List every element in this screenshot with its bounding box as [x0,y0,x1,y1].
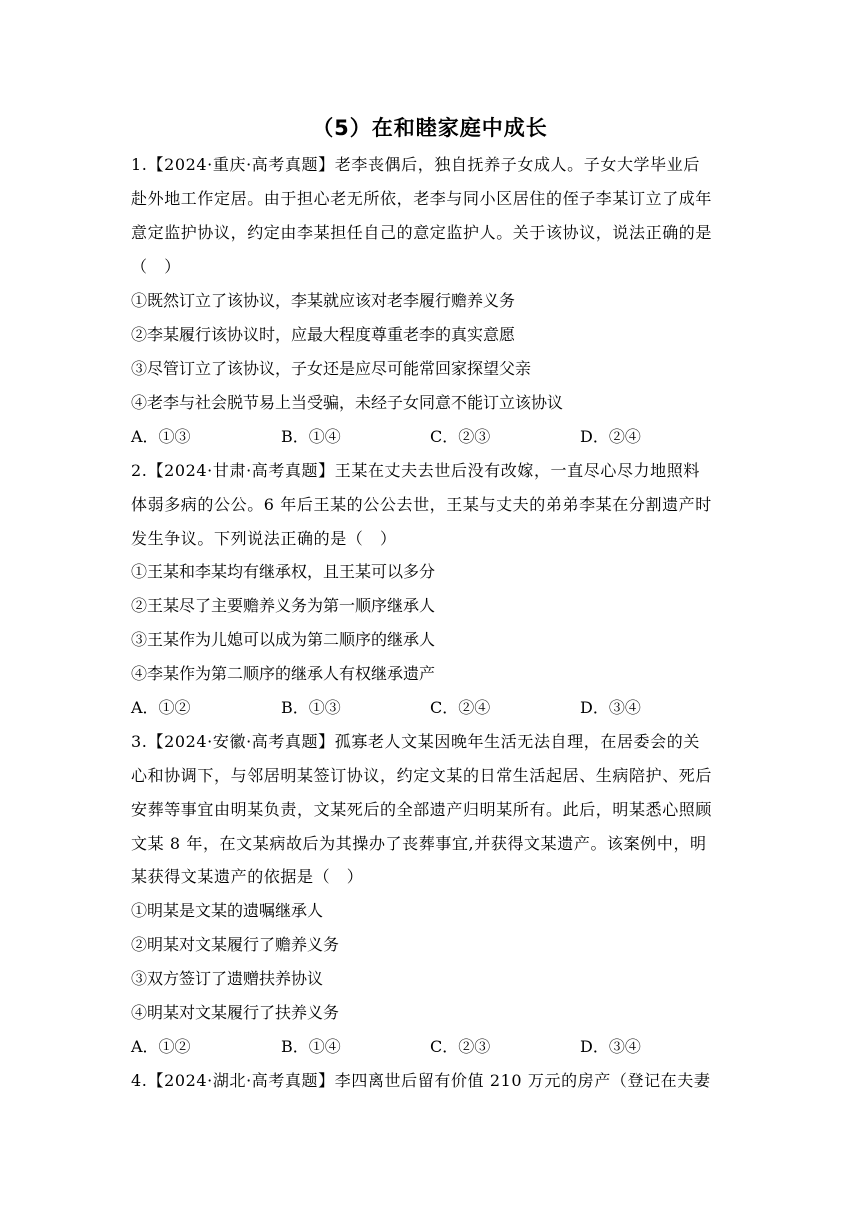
question-stem-line: 2.【2024·甘肃·高考真题】王某在丈夫去世后没有改嫁，一直尽心尽力地照料 [131,461,700,480]
option-d: D．②④ [580,427,641,446]
question-stem-line: 文某 8 年，在文某病故后为其操办了丧葬事宜,并获得文某遗产。该案例中，明 [131,834,707,853]
option-d: D．③④ [580,1037,641,1056]
statement: ③尽管订立了该协议，子女还是应尽可能常回家探望父亲 [131,359,532,378]
option-a: A．①③ [131,427,191,446]
statement: ②李某履行该协议时，应最大程度尊重老李的真实意愿 [131,325,516,344]
question-stem-line: 体弱多病的公公。6 年后王某的公公去世，王某与丈夫的弟弟李某在分割遗产时 [131,495,712,514]
question-stem-line: 发生争议。下列说法正确的是（ ） [131,529,397,548]
statement: ①既然订立了该协议，李某就应该对老李履行赡养义务 [131,291,516,310]
option-a: A．①② [131,698,191,717]
option-b: B．①④ [281,427,341,446]
page-title: （5）在和睦家庭中成长 [312,116,548,140]
statement: ④李某作为第二顺序的继承人有权继承遗产 [131,664,436,683]
question-stem-line: 安葬等事宜由明某负责，文某死后的全部遗产归明某所有。此后，明某悉心照顾 [131,800,713,819]
statement: ④老李与社会脱节易上当受骗，未经子女同意不能订立该协议 [131,393,564,412]
question-stem-line: 3.【2024·安徽·高考真题】孤寡老人文某因晚年生活无法自理，在居委会的关 [131,732,700,751]
option-a: A．①② [131,1037,191,1056]
statement: ②王某尽了主要赡养义务为第一顺序继承人 [131,596,436,615]
statement: ③王某作为儿媳可以成为第二顺序的继承人 [131,630,436,649]
option-c: C．②③ [430,427,491,446]
option-b: B．①④ [281,1037,341,1056]
question-stem-line: 赴外地工作定居。由于担心老无所依，老李与同小区居住的侄子李某订立了成年 [131,189,713,208]
option-c: C．②③ [430,1037,491,1056]
option-c: C．②④ [430,698,491,717]
answer-options [131,426,731,448]
question-stem-line: 某获得文某遗产的依据是（ ） [131,867,364,886]
answer-options [131,697,731,719]
statement: ①王某和李某均有继承权，且王某可以多分 [131,562,436,581]
statement: ②明某对文某履行了赡养义务 [131,935,340,954]
option-b: B．①③ [281,698,341,717]
question-stem-line: （ ） [131,257,181,276]
question-stem-line: 意定监护协议，约定由李某担任自己的意定监护人。关于该协议，说法正确的是 [131,223,713,242]
question-stem-line: 1.【2024·重庆·高考真题】老李丧偶后，独自抚养子女成人。子女大学毕业后 [131,155,700,174]
answer-options [131,1036,731,1058]
option-d: D．③④ [580,698,641,717]
statement: ③双方签订了遗赠扶养协议 [131,969,324,988]
question-stem-line: 4.【2024·湖北·高考真题】李四离世后留有价值 210 万元的房产（登记在夫妻 [131,1071,711,1090]
question-stem-line: 心和协调下，与邻居明某签订协议，约定文某的日常生活起居、生病陪护、死后 [131,766,713,785]
statement: ④明某对文某履行了扶养义务 [131,1003,340,1022]
statement: ①明某是文某的遗嘱继承人 [131,901,324,920]
